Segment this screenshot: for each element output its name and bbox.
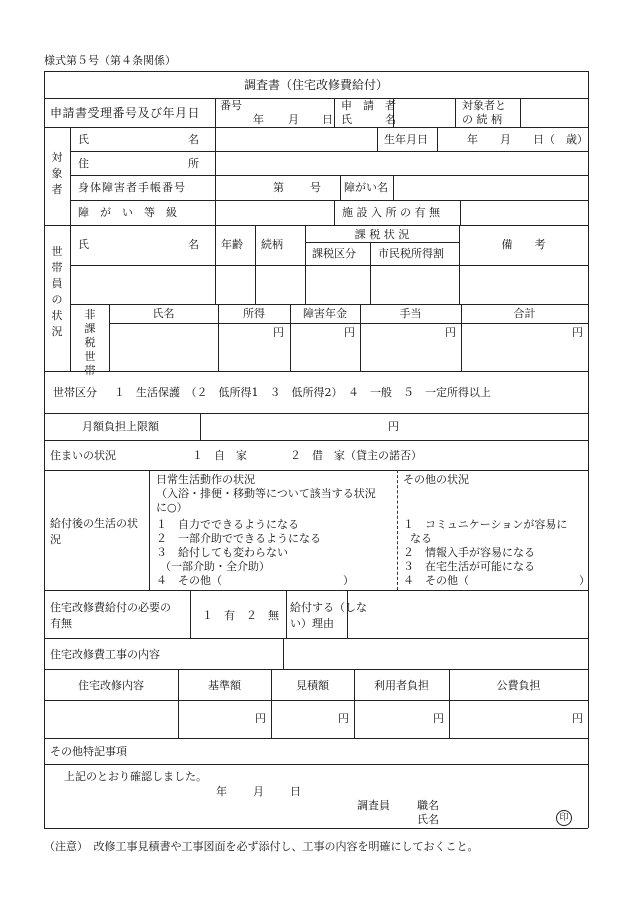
other-option-1: １ コミュニケーションが容易に xyxy=(403,518,568,531)
work-col-base: 基準額 xyxy=(208,679,241,692)
work-estimate-yen: 円 xyxy=(338,712,349,725)
nontax-pension-label: 障害年金 xyxy=(303,307,347,320)
household-group-label: 世帯員の状況 xyxy=(51,245,63,338)
nontax-pension-yen: 円 xyxy=(344,326,355,339)
household-age-label: 年齢 xyxy=(221,238,243,251)
tax-status-label: 課 税 状 況 xyxy=(354,228,410,241)
other-option-3: ３ 在宅生活が可能になる xyxy=(403,560,535,573)
work-base-yen: 円 xyxy=(255,712,266,725)
adl-option-4: ４ その他（ ） xyxy=(156,574,354,587)
monthly-limit-yen: 円 xyxy=(388,420,399,433)
household-remarks-label: 備 考 xyxy=(501,238,546,251)
nontax-allowance-label: 手当 xyxy=(399,307,422,320)
birth-year: 年 xyxy=(467,133,478,146)
nontax-allowance-yen: 円 xyxy=(445,326,456,339)
adl-note-2: に○） xyxy=(156,501,188,514)
birth-date-label: 生年月日 xyxy=(384,133,428,146)
confirm-day: 日 xyxy=(290,785,301,798)
housing-rent: ２ 借 家（貸主の諾否） xyxy=(290,449,422,462)
work-content-label: 住宅改修費工事の内容 xyxy=(50,648,160,661)
nontax-name-label: 氏名 xyxy=(152,307,175,320)
work-col-estimate: 見積額 xyxy=(296,679,329,692)
other-status-title: その他の状況 xyxy=(403,473,469,486)
grade-label: 障 が い 等 級 xyxy=(78,206,177,219)
confirm-month: 月 xyxy=(253,785,264,798)
household-class-options: １ 生活保護 （２ 低所得1 ３ 低所得2） ４ 一般 ５ 一定所得以上 xyxy=(114,386,491,399)
form-number: 様式第５号（第４条関係） xyxy=(44,54,176,67)
birth-day-age: 日（ 歳） xyxy=(533,133,588,146)
work-col-public: 公費負担 xyxy=(496,679,541,692)
form-title: 調査書（住宅改修費給付） xyxy=(243,78,388,92)
investigator-name-label: 氏名 xyxy=(417,813,439,826)
household-name-label: 氏 名 xyxy=(78,238,199,251)
necessity-label-2: 有無 xyxy=(50,617,72,630)
household-class-label: 世帯区分 xyxy=(53,386,97,399)
reason-label-2: い）理由 xyxy=(290,617,334,630)
housing-label: 住まいの状況 xyxy=(50,449,116,462)
adl-option-3b: （一部介助・全介助） xyxy=(160,560,270,573)
investigator-label: 調査員 xyxy=(357,799,390,812)
relation-label-2: の 続 柄 xyxy=(462,113,502,126)
tax-class-label: 課税区分 xyxy=(312,247,356,260)
handbook-no-prefix: 第 xyxy=(273,181,284,194)
disability-name-label: 障がい名 xyxy=(344,181,388,194)
subject-name-label: 氏 名 xyxy=(78,133,199,146)
applicant-label: 申 請 者 xyxy=(341,99,396,112)
handbook-label: 身体障害者手帳番号 xyxy=(78,181,186,194)
necessity-options: １ 有 ２ 無 xyxy=(202,609,279,622)
work-col-content: 住宅改修内容 xyxy=(78,679,144,692)
nontax-income-yen: 円 xyxy=(273,326,284,339)
household-relation-label: 続柄 xyxy=(261,238,283,251)
municipal-tax-label: 市民税所得割 xyxy=(378,247,444,260)
facility-label: 施 設 入 所 の 有 無 xyxy=(342,206,440,219)
adl-option-2: ２ 一部介助でできるようになる xyxy=(156,532,321,545)
subject-group-label: 対象者 xyxy=(51,151,63,196)
receipt-label: 申請書受理番号及び年月日 xyxy=(50,106,201,120)
relation-label-1: 対象者と xyxy=(462,99,506,112)
reason-label-1: 給付する（しな xyxy=(290,601,367,614)
applicant-name-label: 氏 名 xyxy=(341,113,396,126)
receipt-year: 年 xyxy=(253,113,264,126)
monthly-limit-label: 月額負担上限額 xyxy=(82,420,159,433)
confirm-year: 年 xyxy=(216,785,227,798)
nontax-income-label: 所得 xyxy=(243,307,265,320)
receipt-number-label: 番号 xyxy=(220,99,242,112)
adl-title: 日常生活動作の状況 xyxy=(156,473,255,486)
special-notes-label: その他特記事項 xyxy=(50,745,127,758)
necessity-label-1: 住宅改修費給付の必要の xyxy=(50,601,171,614)
adl-option-3: ３ 給付しても変わらない xyxy=(156,546,288,559)
adl-option-1: １ 自力でできるようになる xyxy=(156,518,299,531)
position-label: 職名 xyxy=(417,799,439,812)
confirm-text: 上記のとおり確認しました。 xyxy=(64,770,207,783)
work-public-yen: 円 xyxy=(572,712,583,725)
after-life-label: 給付後の生活の状況 xyxy=(50,517,138,546)
other-option-4: ４ その他（ ） xyxy=(403,574,590,587)
housing-own: １ 自 家 xyxy=(192,449,247,462)
footer-note: （注意） 改修工事見積書や工事図面を必ず添付し、工事の内容を明確にしておくこと。 xyxy=(44,840,479,853)
work-col-user: 利用者負担 xyxy=(374,679,429,692)
adl-note-1: （入浴・排便・移動等について該当する状況 xyxy=(156,487,376,500)
nontax-total-yen: 円 xyxy=(572,326,583,339)
receipt-month: 月 xyxy=(288,113,299,126)
nontax-household-label: 非課税世帯 xyxy=(84,308,96,377)
nontax-total-label: 合計 xyxy=(513,307,536,320)
other-option-2: ２ 情報入手が容易になる xyxy=(403,546,535,559)
work-user-yen: 円 xyxy=(433,712,444,725)
seal-icon: 印 xyxy=(556,810,572,826)
receipt-day: 日 xyxy=(322,113,333,126)
other-option-1b: なる xyxy=(410,532,432,545)
handbook-no-suffix: 号 xyxy=(310,181,321,194)
birth-month: 月 xyxy=(500,133,511,146)
address-label: 住 所 xyxy=(78,157,199,170)
